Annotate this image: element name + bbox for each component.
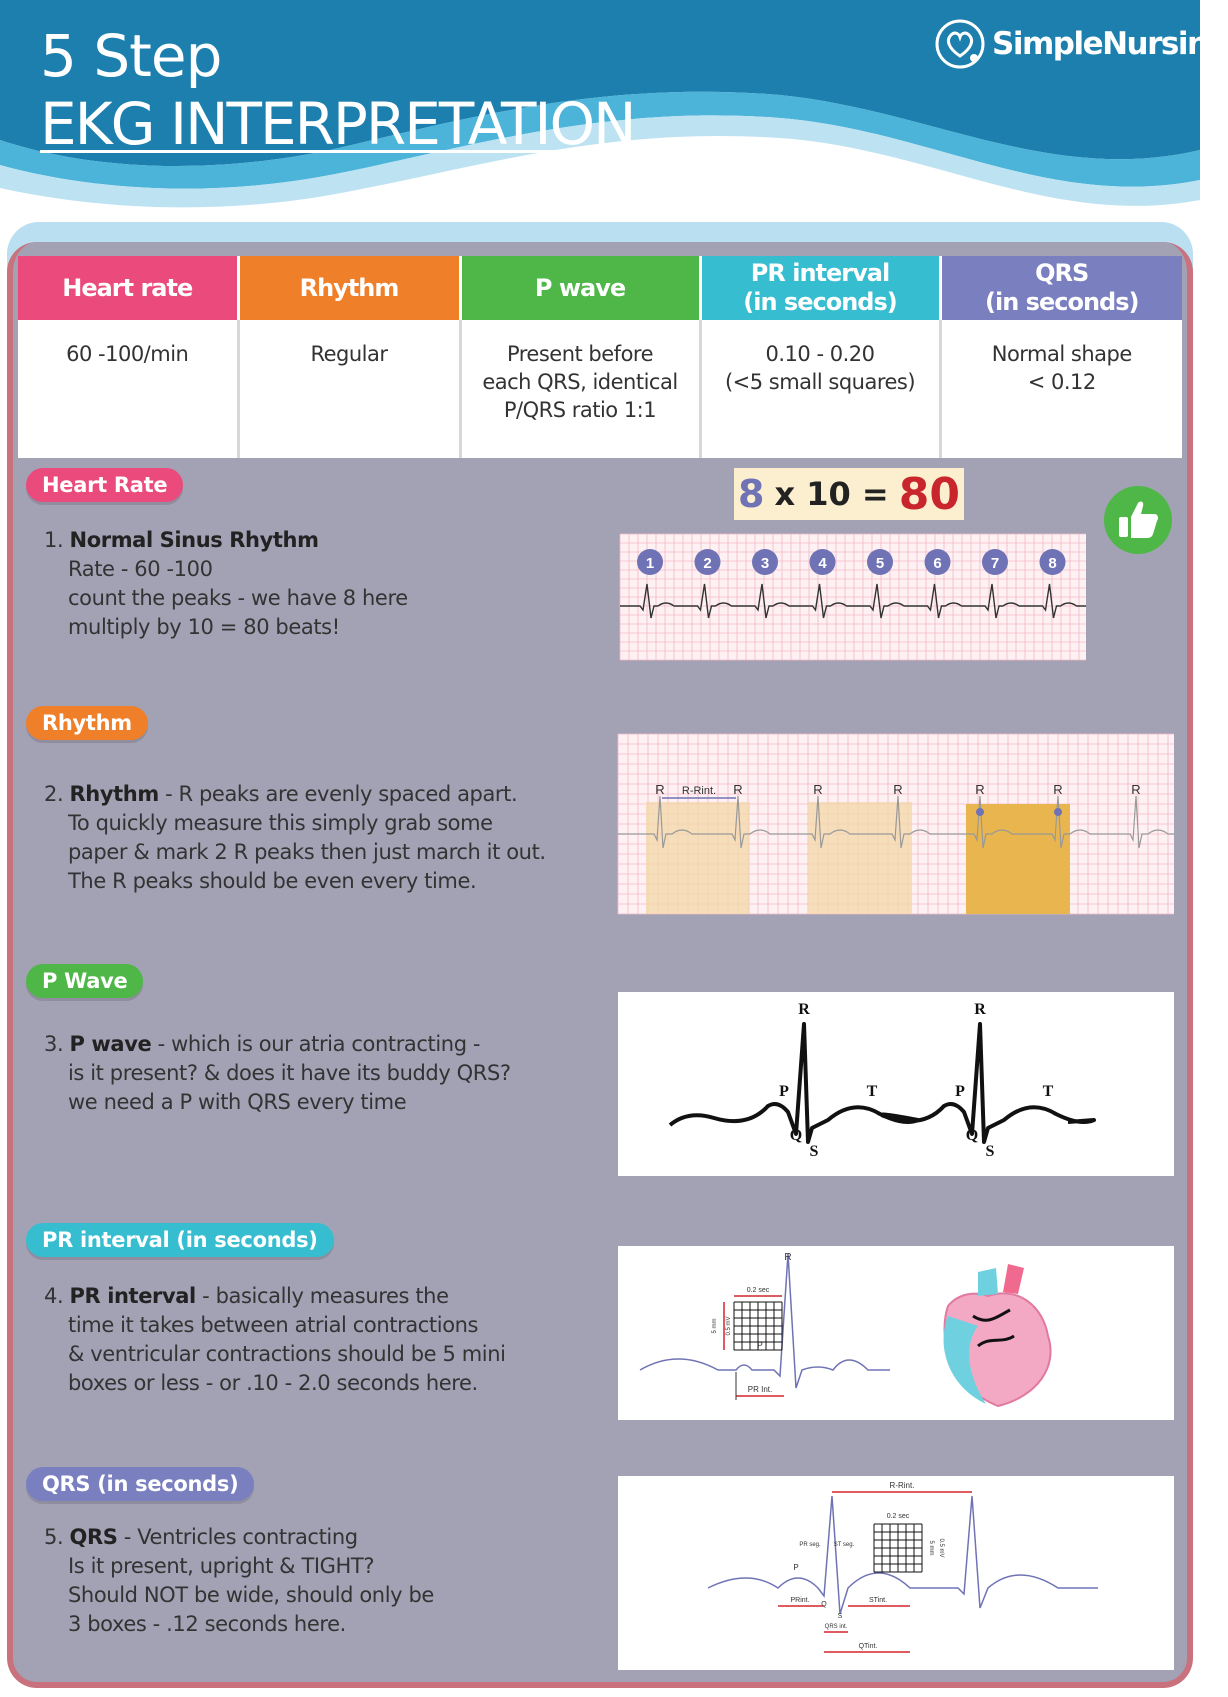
step-line: - R peaks are evenly spaced apart.	[158, 782, 518, 806]
pr-label: PRint.	[790, 1597, 810, 1604]
r-label: R	[784, 1252, 792, 1263]
content-area	[0, 222, 1200, 1697]
title-line-1: 5 Step	[40, 22, 222, 90]
brand-name: SimpleNursing	[992, 26, 1228, 62]
pr-segment-label: PR seg.	[799, 1542, 821, 1548]
st-label: STint.	[868, 1597, 888, 1604]
step-line: - which is our atria contracting -	[151, 1032, 481, 1056]
step-bold-term: P wave	[69, 1032, 152, 1056]
step-line: The R peaks should be even every time.	[68, 869, 477, 893]
formula-multiplier: x 10 =	[774, 475, 889, 513]
step-line: Rate - 60 -100	[68, 557, 213, 581]
cell-line: (<5 small squares)	[724, 370, 916, 394]
box-height-label: 5 mm	[712, 1318, 718, 1334]
section-pill-qrs: QRS (in seconds)	[26, 1467, 254, 1501]
rate-strip-figure	[620, 534, 1086, 660]
cell-qrs	[940, 320, 1182, 458]
step-bold-term: Normal Sinus Rhythm	[69, 528, 319, 552]
heart-vessel	[978, 1268, 998, 1296]
r-peak-label: R	[975, 782, 985, 797]
summary-table	[18, 256, 1182, 458]
cell-p-wave	[460, 320, 700, 458]
r-peak-label: R	[1131, 782, 1141, 797]
step-line: paper & mark 2 R peaks then just march it out.	[68, 840, 546, 864]
peak-number: 5	[875, 555, 885, 572]
t-label: T	[866, 1083, 878, 1100]
step-5-heading	[44, 1523, 434, 1552]
step-line: 3 boxes - .12 seconds here.	[68, 1612, 346, 1636]
cell-line: Normal shape	[991, 342, 1132, 366]
interval-label: R-Rint.	[681, 785, 717, 797]
step-number: 3.	[44, 1032, 64, 1056]
peak-number: 2	[703, 555, 712, 572]
box-height-label-2: 0.5 mV	[938, 1538, 944, 1558]
qt-label: QTint.	[858, 1643, 878, 1650]
step-5-text	[44, 1523, 434, 1639]
rhythm-strip-figure	[618, 734, 1174, 914]
step-line: & ventricular contractions should be 5 mini	[68, 1342, 506, 1366]
cell-line: 60 -100/min	[66, 342, 189, 366]
step-bold-term: QRS	[69, 1525, 118, 1549]
peak-number: 1	[645, 555, 655, 572]
step-bold-term: PR interval	[69, 1284, 196, 1308]
step-line: we need a P with QRS every time	[68, 1090, 407, 1114]
p-label: P	[757, 1341, 763, 1350]
step-3-heading	[44, 1030, 511, 1059]
col-heading-line: (in seconds)	[985, 288, 1139, 316]
r-peak-label: R	[893, 782, 903, 797]
step-line: - Ventricles contracting	[117, 1525, 358, 1549]
step-2-heading	[44, 780, 546, 809]
step-number: 1.	[44, 528, 64, 552]
thumbs-up-icon	[1102, 484, 1174, 556]
stethoscope-heart-icon	[934, 18, 986, 70]
formula-count: 8	[738, 472, 765, 516]
section-pill-heart-rate: Heart Rate	[26, 468, 183, 502]
qrs-figure	[618, 1476, 1174, 1670]
peak-number: 8	[1048, 555, 1057, 572]
step-line: is it present? & does it have its buddy QRS?	[68, 1061, 511, 1085]
peak-dot	[976, 808, 984, 816]
step-3-text	[44, 1030, 511, 1117]
peak-number: 6	[933, 555, 942, 572]
box-width-label: 0.2 sec	[746, 1287, 770, 1294]
q-label: Q	[789, 1127, 803, 1144]
ekg-trace	[670, 1024, 1094, 1142]
ekg-trace	[640, 1254, 890, 1388]
s-label: S	[985, 1143, 995, 1160]
cell-line: Present before	[506, 342, 654, 366]
cell-rhythm	[238, 320, 460, 458]
box-height-label: 5 mm	[928, 1540, 934, 1556]
step-line: time it takes between atrial contractions	[68, 1313, 479, 1337]
box-width-label: 0.2 sec	[886, 1513, 910, 1520]
st-segment-label: ST seg.	[833, 1542, 855, 1548]
pr-interval-figure	[618, 1246, 1174, 1420]
measure-grid	[874, 1524, 922, 1572]
step-line: To quickly measure this simply grab some	[68, 811, 493, 835]
title-line-2: EKG INTERPRETATION	[40, 90, 635, 158]
step-number: 4.	[44, 1284, 64, 1308]
q-label: Q	[965, 1127, 979, 1144]
r-label: R	[798, 1001, 810, 1018]
cell-line: P/QRS ratio 1:1	[503, 398, 657, 422]
heart-vessel	[1003, 1264, 1024, 1294]
step-4-text	[44, 1282, 506, 1398]
step-4-heading	[44, 1282, 506, 1311]
peak-number: 3	[760, 555, 770, 572]
col-heading-line: (in seconds)	[743, 288, 897, 316]
cell-line: 0.10 - 0.20	[765, 342, 875, 366]
r-peak-label: R	[733, 782, 743, 797]
pr-interval-label: PR Int.	[747, 1385, 773, 1394]
qrs-label: QRS int.	[824, 1624, 848, 1630]
col-heading-qrs	[940, 256, 1182, 320]
step-1-text	[44, 526, 408, 642]
step-line: Should NOT be wide, should only be	[68, 1583, 434, 1607]
col-heading-heart-rate: Heart rate	[18, 256, 238, 320]
cell-heart-rate	[18, 320, 238, 458]
cell-line: each QRS, identical	[482, 370, 678, 394]
step-line: - basically measures the	[195, 1284, 449, 1308]
p-label: P	[955, 1083, 965, 1100]
r-peak-label: R	[655, 782, 665, 797]
cell-line: Regular	[310, 342, 388, 366]
col-heading-line: QRS	[1035, 259, 1089, 287]
r-label: R	[974, 1001, 986, 1018]
rr-label: R-Rint.	[889, 1481, 915, 1490]
peak-number: 7	[990, 555, 1000, 572]
step-1-heading	[44, 526, 408, 555]
step-number: 5.	[44, 1525, 64, 1549]
s-label: S	[837, 1613, 843, 1620]
step-line: boxes or less - or .10 - 2.0 seconds here.	[68, 1371, 478, 1395]
p-label: P	[793, 1563, 799, 1572]
cell-pr-interval	[700, 320, 940, 458]
p-wave-figure	[618, 992, 1174, 1176]
col-heading-rhythm: Rhythm	[238, 256, 460, 320]
summary-value-row	[18, 320, 1182, 458]
section-pill-pr-interval: PR interval (in seconds)	[26, 1223, 334, 1257]
section-pill-rhythm: Rhythm	[26, 706, 148, 740]
formula-result: 80	[898, 468, 960, 520]
col-heading-line: PR interval	[750, 259, 890, 287]
step-number: 2.	[44, 782, 64, 806]
s-label: S	[809, 1143, 819, 1160]
step-line: multiply by 10 = 80 beats!	[68, 615, 340, 639]
step-line: count the peaks - we have 8 here	[68, 586, 408, 610]
summary-header-row	[18, 256, 1182, 320]
section-pill-p-wave: P Wave	[26, 964, 143, 998]
step-bold-term: Rhythm	[69, 782, 159, 806]
header-banner	[0, 0, 1228, 230]
peak-number: 4	[818, 555, 827, 572]
q-label: Q	[821, 1601, 827, 1608]
rate-formula	[734, 468, 964, 520]
r-peak-label: R	[1053, 782, 1063, 797]
cell-line: < 0.12	[1027, 370, 1096, 394]
col-heading-p-wave: P wave	[460, 256, 700, 320]
t-label: T	[1042, 1083, 1054, 1100]
p-label: P	[779, 1083, 789, 1100]
r-peak-label: R	[813, 782, 823, 797]
col-heading-pr-interval	[700, 256, 940, 320]
peak-dot	[1054, 808, 1062, 816]
step-2-text	[44, 780, 546, 896]
step-line: Is it present, upright & TIGHT?	[68, 1554, 375, 1578]
brand-logo	[934, 18, 1228, 70]
box-height-label-2: 0.5 mV	[726, 1316, 732, 1336]
